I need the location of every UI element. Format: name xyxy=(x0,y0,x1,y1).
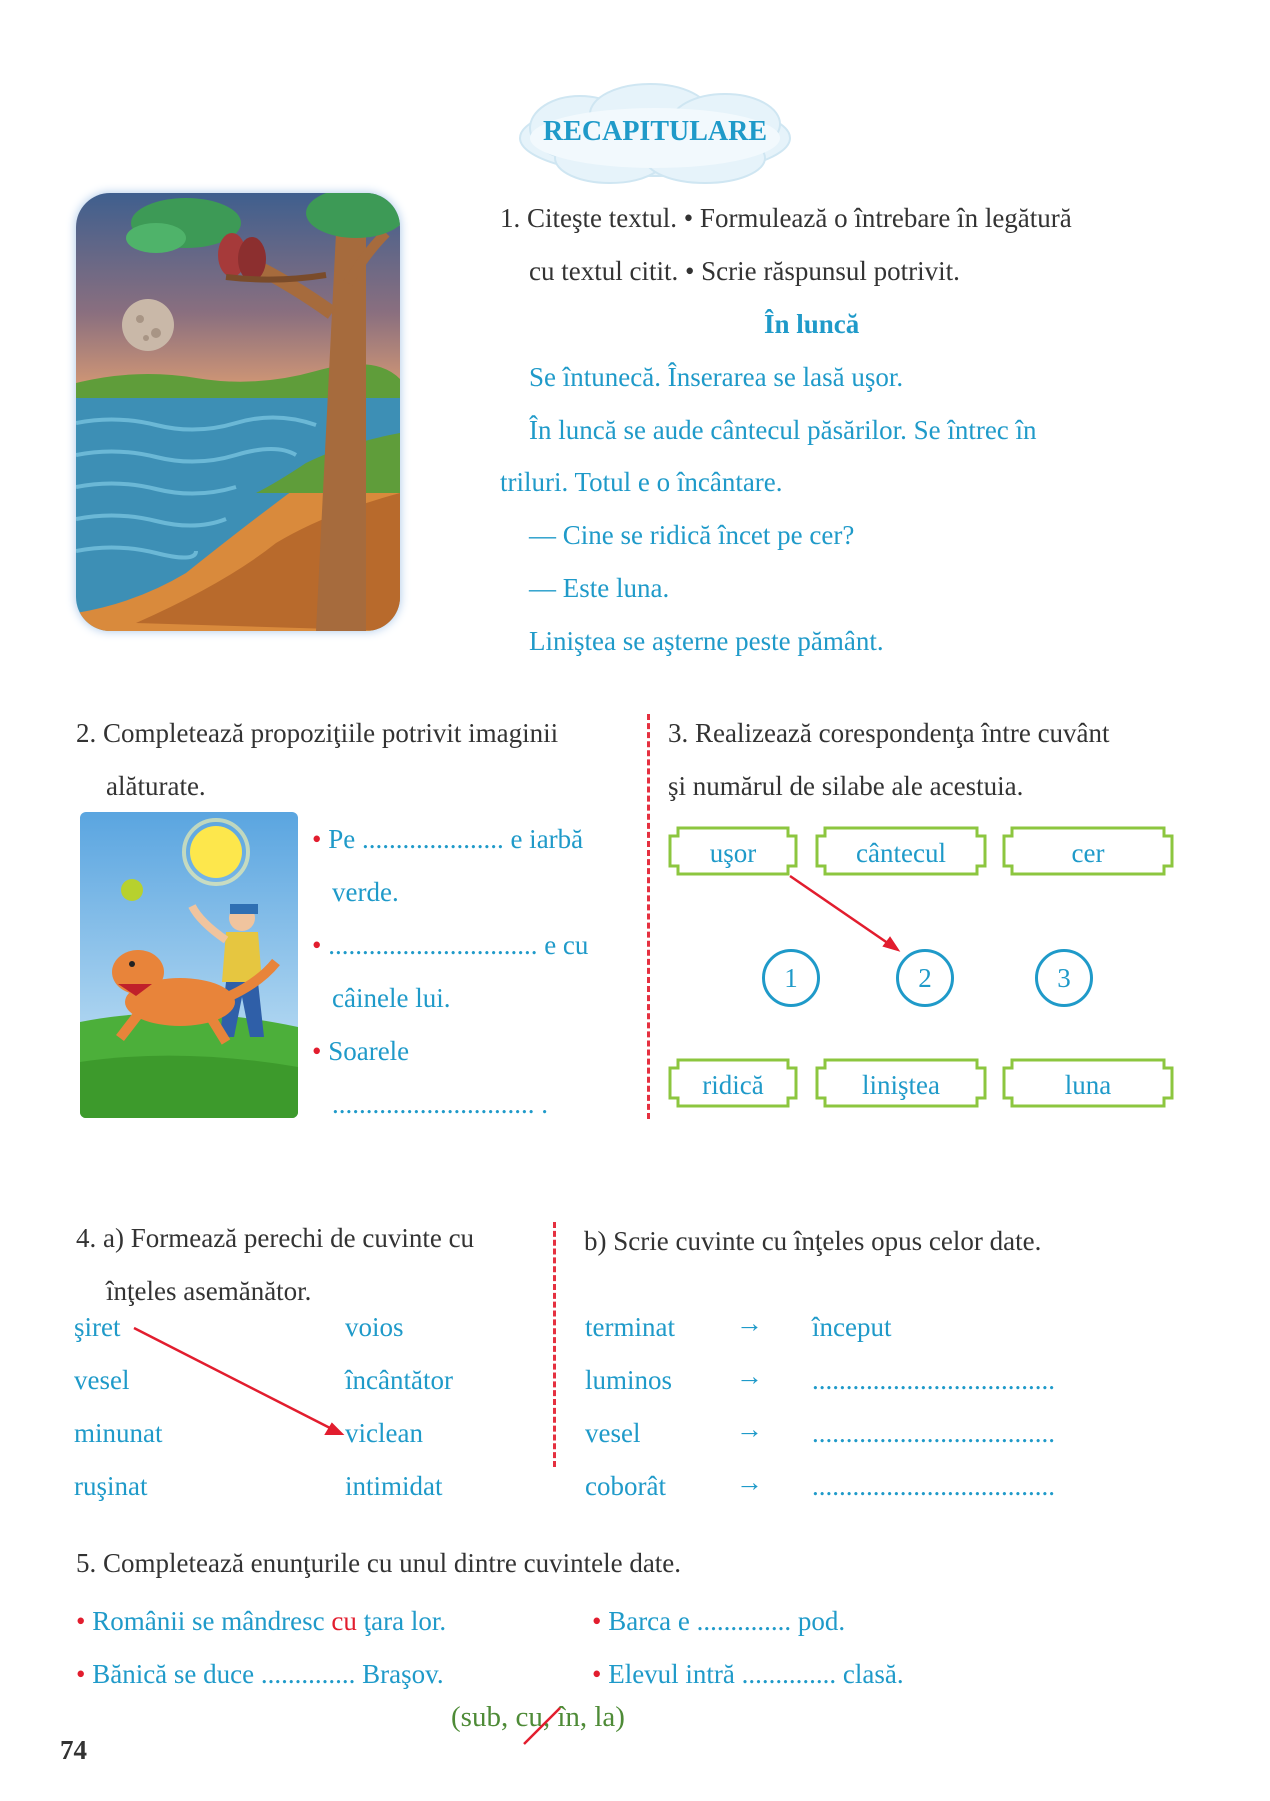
syllable-circle-1: 1 xyxy=(762,949,820,1007)
ex1-instruction-line2: cu textul citit. • Scrie răspunsul potrivit. xyxy=(529,256,960,286)
boy-dog-illustration xyxy=(80,812,298,1118)
word-box-usor: uşor xyxy=(668,826,798,876)
bullet-icon: • xyxy=(592,1606,609,1636)
arrow-right-icon: → xyxy=(736,1361,763,1391)
ex4a-instruction-line2: înţeles asemănător. xyxy=(106,1276,312,1306)
ex2-instruction-line1: 2. Completează propoziţiile potrivit imaginii xyxy=(76,718,559,748)
bullet-icon: • xyxy=(76,1659,93,1689)
story-line-4: — Cine se ridică încet pe cer? xyxy=(529,520,855,550)
syllable-circle-2: 2 xyxy=(896,949,954,1007)
ex4b-answer-3: .................................... xyxy=(812,1418,1055,1448)
divider-ex4a-ex4b xyxy=(553,1222,556,1467)
ex2-sentence-1b: verde. xyxy=(332,877,399,907)
ex5-instruction: 5. Completează enunţurile cu unul dintre cuvintele date. xyxy=(76,1548,682,1578)
ex4b-word-3: vesel xyxy=(585,1418,641,1448)
ex4a-right-4: intimidat xyxy=(345,1471,443,1501)
ex4a-right-1: voios xyxy=(345,1312,404,1342)
bullet-icon: • xyxy=(312,930,329,960)
boy-dog-scene xyxy=(80,812,298,1118)
ex4a-left-2: vesel xyxy=(74,1365,130,1395)
strikethrough-mark xyxy=(520,1704,566,1748)
ex4b-word-2: luminos xyxy=(585,1365,673,1395)
ex4a-instruction-line1: 4. a) Formează perechi de cuvinte cu xyxy=(76,1223,475,1253)
story-line-3: triluri. Totul e o încântare. xyxy=(500,467,783,497)
word-box-cer: cer xyxy=(1002,826,1174,876)
ex3-example-arrow xyxy=(780,870,910,960)
ex2-sentence-2b: câinele lui. xyxy=(332,983,451,1013)
story-title: În luncă xyxy=(764,309,860,339)
word-box-linistea: liniştea xyxy=(815,1058,987,1108)
page-title: RECAPITULARE xyxy=(542,116,768,147)
word-box-ridica: ridică xyxy=(668,1058,798,1108)
ex4a-right-2: încântător xyxy=(345,1365,453,1395)
ex5-sentence-4: • Elevul intră .............. clasă. xyxy=(592,1659,904,1689)
ex4a-right-3: viclean xyxy=(345,1418,423,1448)
ex2-instruction-line2: alăturate. xyxy=(106,771,206,801)
ex4b-answer-2: .................................... xyxy=(812,1365,1055,1395)
river-illustration xyxy=(76,193,400,631)
word-box-luna: luna xyxy=(1002,1058,1174,1108)
ex4b-word-4: coborât xyxy=(585,1471,666,1501)
ex4b-instruction: b) Scrie cuvinte cu înţeles opus celor date. xyxy=(584,1226,1042,1256)
ex2-sentence-1a: • Pe ..................... e iarbă xyxy=(312,824,584,854)
ex3-instruction-line1: 3. Realizează corespondenţa între cuvânt xyxy=(668,718,1110,748)
bullet-icon: • xyxy=(312,824,329,854)
ex4a-example-arrow xyxy=(130,1320,350,1440)
bullet-icon: • xyxy=(76,1606,93,1636)
story-line-2: În luncă se aude cântecul păsărilor. Se întrec în xyxy=(529,415,1037,445)
syllable-circle-3: 3 xyxy=(1035,949,1093,1007)
ex5-sentence-2: • Bănică se duce .............. Braşov. xyxy=(76,1659,444,1689)
ex4a-left-4: ruşinat xyxy=(74,1471,148,1501)
arrow-right-icon: → xyxy=(736,1467,763,1497)
ex4b-answer-1: început xyxy=(812,1312,892,1342)
ex1-instruction-line1: 1. Citeşte textul. • Formulează o întrebare în legătură xyxy=(500,203,1072,233)
ex4a-left-3: minunat xyxy=(74,1418,163,1448)
bullet-icon: • xyxy=(592,1659,609,1689)
ex3-instruction-line2: şi numărul de silabe ale acestuia. xyxy=(668,771,1024,801)
ex4b-word-1: terminat xyxy=(585,1312,675,1342)
ex5-sentence-3: • Barca e .............. pod. xyxy=(592,1606,846,1636)
word-box-cantecul: cântecul xyxy=(815,826,987,876)
ex4a-left-1: şiret xyxy=(74,1312,121,1342)
ex5-word-options: (sub, cu, în, la) xyxy=(451,1701,625,1733)
ex2-sentence-3a: • Soarele xyxy=(312,1036,410,1066)
story-line-1: Se întunecă. Înserarea se lasă uşor. xyxy=(529,362,904,392)
page-number: 74 xyxy=(60,1735,87,1765)
river-scene xyxy=(76,193,400,631)
ex2-sentence-2a: • ............................... e cu xyxy=(312,930,589,960)
arrow-right-icon: → xyxy=(736,1308,763,1338)
arrow-right-icon: → xyxy=(736,1414,763,1444)
story-line-6: Liniştea se aşterne peste pământ. xyxy=(529,626,884,656)
divider-ex2-ex3 xyxy=(647,714,650,1119)
ex4b-answer-4: .................................... xyxy=(812,1471,1055,1501)
story-line-5: — Este luna. xyxy=(529,573,670,603)
ex5-example-answer: cu xyxy=(331,1606,357,1636)
ex5-sentence-1: • Românii se mândresc cu ţara lor. xyxy=(76,1606,447,1636)
bullet-icon: • xyxy=(312,1036,329,1066)
ex2-sentence-3b: .............................. . xyxy=(332,1089,548,1119)
